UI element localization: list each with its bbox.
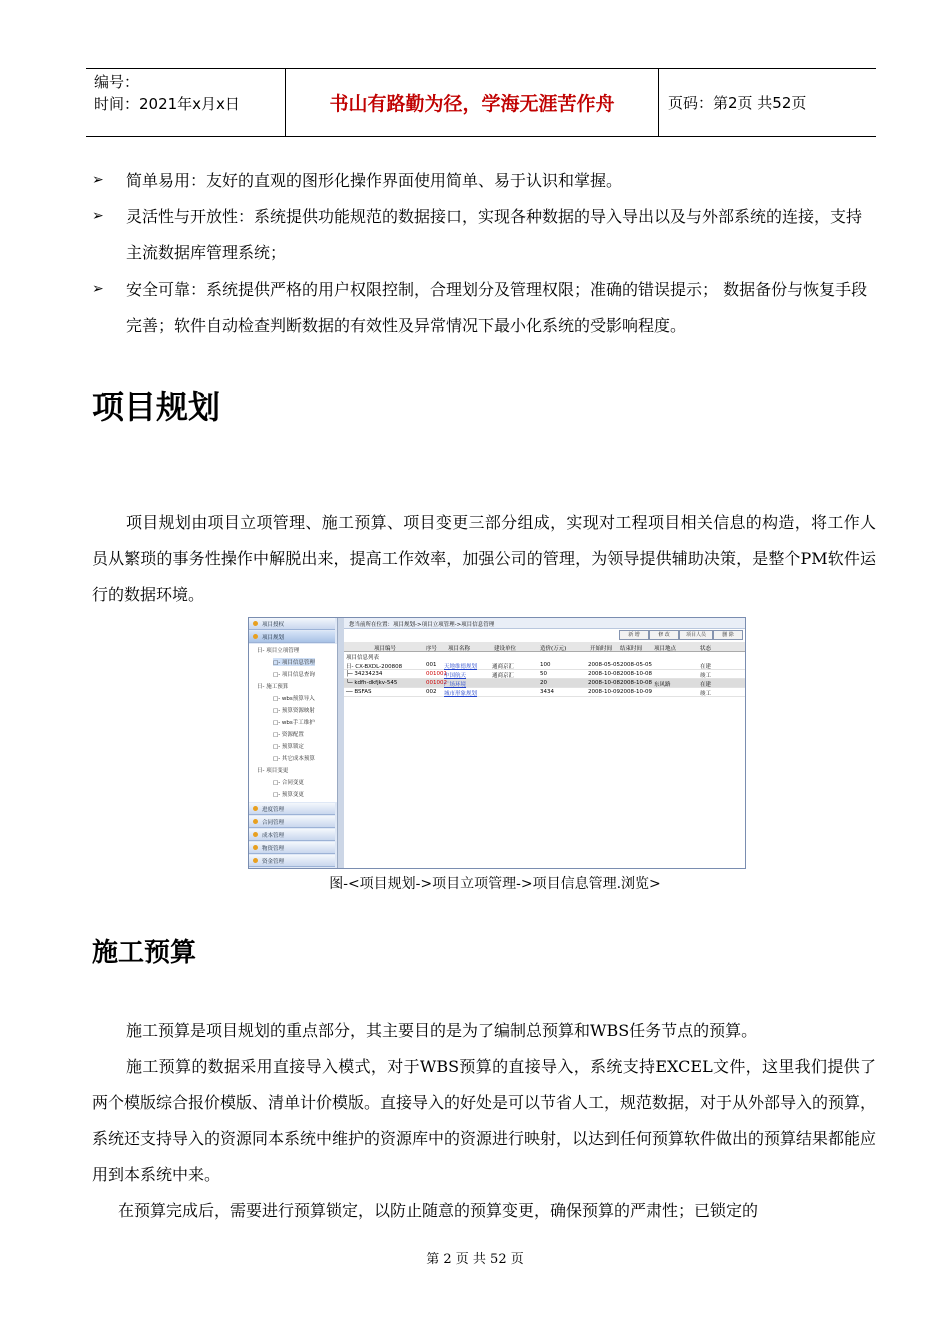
table-cell-end: 2008-10-08 (620, 671, 652, 677)
table-cell-code: └─ kdfh-dkfjkv-545 (346, 680, 398, 686)
table-cell-name[interactable]: 城市形象规划 (444, 691, 478, 697)
table-cell-start: 2008-05-05 (588, 662, 620, 668)
sidebar-item-cost[interactable]: 成本管理 (249, 829, 335, 841)
table-cell-name[interactable]: 广场环境 (444, 682, 467, 688)
bullet-icon: ➢ (92, 281, 104, 297)
delete-button[interactable]: 删 除 (713, 630, 743, 640)
breadcrumb: 您当前所在位置：项目规划->项目立项管理->项目信息管理 (344, 618, 745, 629)
sidebar-item-project-auth[interactable]: 项目授权 (249, 618, 335, 630)
table-cell-seq: 001 (426, 662, 437, 668)
column-header: 项目名称 (448, 646, 471, 652)
folder-icon (253, 832, 258, 837)
page-footer: 第 2 页 共 52 页 (426, 1252, 524, 1267)
figure-caption: 图-<项目规划->项目立项管理->项目信息管理.浏览> (329, 876, 661, 892)
tree-item[interactable]: □- 预算资源映射 (273, 708, 315, 714)
table-cell-start: 2008-10-08 (588, 671, 620, 677)
column-header: 项目编号 (374, 646, 397, 652)
tree-item[interactable]: □- 预算锁定 (273, 744, 304, 750)
header-motto: 书山有路勤为径，学海无涯苦作舟 (329, 93, 615, 115)
table-cell-status: 竣工 (700, 673, 712, 679)
tree-item[interactable]: 日- 项目立项管理 (257, 648, 300, 654)
column-header: 状态 (700, 646, 712, 652)
header-meta (94, 71, 240, 115)
table-row[interactable] (344, 670, 745, 679)
edit-button[interactable]: 修 改 (649, 630, 679, 640)
table-row[interactable] (344, 688, 745, 697)
table-cell-code: 日- CX-BXDL-200808 (346, 664, 403, 670)
section-paragraph: 在预算完成后，需要进行预算锁定，以防止随意的预算变更，确保预算的严肃性；已锁定的 (118, 1201, 759, 1220)
folder-icon (253, 858, 258, 863)
bullet-icon: ➢ (92, 172, 104, 188)
figure-main-panel (344, 618, 745, 868)
column-header: 造价(万元) (540, 646, 567, 652)
tree-item[interactable]: □- 合同变更 (273, 780, 304, 786)
table-cell-cost: 50 (540, 671, 547, 677)
table-cell-status: 在建 (700, 664, 712, 670)
table-row[interactable] (344, 679, 745, 688)
table-subheader: 项目信息列表 (346, 655, 380, 661)
section-heading: 项目规划 (92, 388, 221, 426)
bullet-icon: ➢ (92, 208, 104, 224)
table-cell-name[interactable]: 中国航天 (444, 673, 467, 679)
header-number: 编号： (94, 73, 140, 91)
column-header: 结束时间 (620, 646, 643, 652)
table-cell-end: 2008-05-05 (620, 662, 652, 668)
figure-sidebar (249, 618, 337, 868)
screenshot-figure (248, 617, 746, 869)
tree-item[interactable]: □- wbs预算导入 (273, 696, 315, 702)
table-cell-code: ├─ 34234234 (346, 671, 383, 677)
table-cell-unit: 通商京汇 (492, 664, 515, 670)
folder-icon (253, 621, 258, 626)
table-cell-status: 竣工 (700, 691, 712, 697)
section-paragraph: 施工预算是项目规划的重点部分，其主要目的是为了编制总预算和WBS任务节点的预算。 (126, 1021, 758, 1040)
page-header (86, 68, 876, 137)
tree-item[interactable]: 日- 项目变更 (257, 768, 289, 774)
section-paragraph: 项目规划由项目立项管理、施工预算、项目变更三部分组成，实现对工程项目相关信息的构造，将工作人员从繁琐的事务性操作中解脱出来，提高工作效率，加强公司的管理，为领导提供辅助决策，是整个PM软件运行的数据环境。 (92, 513, 876, 604)
table-cell-unit: 通商京汇 (492, 673, 515, 679)
table-cell-end: 2008-10-08 (620, 680, 652, 686)
table-cell-status: 在建 (700, 682, 712, 688)
folder-icon (253, 819, 258, 824)
bullet-text: 灵活性与开放性：系统提供功能规范的数据接口，实现各种数据的导入导出以及与外部系统的连接，支持主流数据库管理系统； (126, 207, 863, 262)
sidebar-item-project-plan[interactable]: 项目规划 (249, 631, 335, 643)
table-cell-seq: 002 (426, 689, 437, 695)
sidebar-tree (249, 644, 337, 802)
table-cell-seq: 001001 (426, 671, 447, 677)
tree-item[interactable]: □- 资源配置 (273, 732, 304, 738)
table-cell-end: 2008-10-09 (620, 689, 652, 695)
project-staff-button[interactable]: 项目人员 (679, 630, 713, 640)
header-page: 页码：第2页 共52页 (668, 94, 807, 112)
bullet-text: 安全可靠：系统提供严格的用户权限控制，合理划分及管理权限；准确的错误提示； 数据备份与恢复手段完善；软件自动检查判断数据的有效性及异常情况下最小化系统的受影响程度。 (126, 280, 868, 335)
tree-item[interactable]: □- 项目信息管理 (273, 660, 315, 666)
table-row[interactable] (344, 661, 745, 670)
column-header: 项目地点 (654, 646, 677, 652)
add-button[interactable]: 新 增 (619, 630, 649, 640)
tree-item[interactable]: 日- 施工预算 (257, 684, 289, 690)
table-cell-start: 2008-10-09 (588, 689, 620, 695)
folder-icon (253, 806, 258, 811)
tree-item[interactable]: □- 预算变更 (273, 792, 304, 798)
column-header: 建设单位 (494, 646, 517, 652)
column-header: 序号 (426, 646, 438, 652)
sidebar-item-material[interactable]: 物资管理 (249, 842, 335, 854)
table-header (344, 642, 745, 652)
sidebar-scrollbar[interactable] (337, 618, 344, 868)
table-cell-cost: 100 (540, 662, 551, 668)
section-heading: 施工预算 (92, 938, 197, 968)
tree-item[interactable]: □- 项目信息查询 (273, 672, 315, 678)
bullet-text: 简单易用：友好的直观的图形化操作界面使用简单、易于认识和掌握。 (126, 171, 623, 190)
header-time: 时间：2021年x月x日 (94, 95, 240, 113)
table-cell-name[interactable]: 天地维德规划 (444, 664, 478, 670)
folder-icon (253, 845, 258, 850)
tree-item[interactable]: □- 其它成本预算 (273, 756, 315, 762)
column-header: 开始时间 (590, 646, 613, 652)
folder-icon (253, 634, 258, 639)
table-cell-seq: 001002 (426, 680, 447, 686)
tree-item[interactable]: □- wbs手工维护 (273, 720, 315, 726)
sidebar-item-contract[interactable]: 合同管理 (249, 816, 335, 828)
table-cell-cost: 3434 (540, 689, 554, 695)
section-paragraph: 施工预算的数据采用直接导入模式，对于WBS预算的直接导入，系统支持EXCEL文件，这里我们提供了两个模版综合报价模版、清单计价模版。直接导入的好处是可以节省人工，规范数据，对于从外部导入的预算，系统还支持导入的资源同本系统中维护的资源库中的资源进行映射，以达到任何预算软件做出的预算结果都能应用到本系统中来。 (92, 1057, 877, 1184)
table-cell-cost: 20 (540, 680, 547, 686)
sidebar-item-progress[interactable]: 进度管理 (249, 803, 335, 815)
table-cell-start: 2008-10-08 (588, 680, 620, 686)
header-divider (658, 69, 659, 136)
table-cell-place: 东风路 (654, 682, 671, 688)
sidebar-item-fund[interactable]: 资金管理 (249, 855, 335, 867)
table-cell-code: ── BSFAS (346, 689, 372, 695)
